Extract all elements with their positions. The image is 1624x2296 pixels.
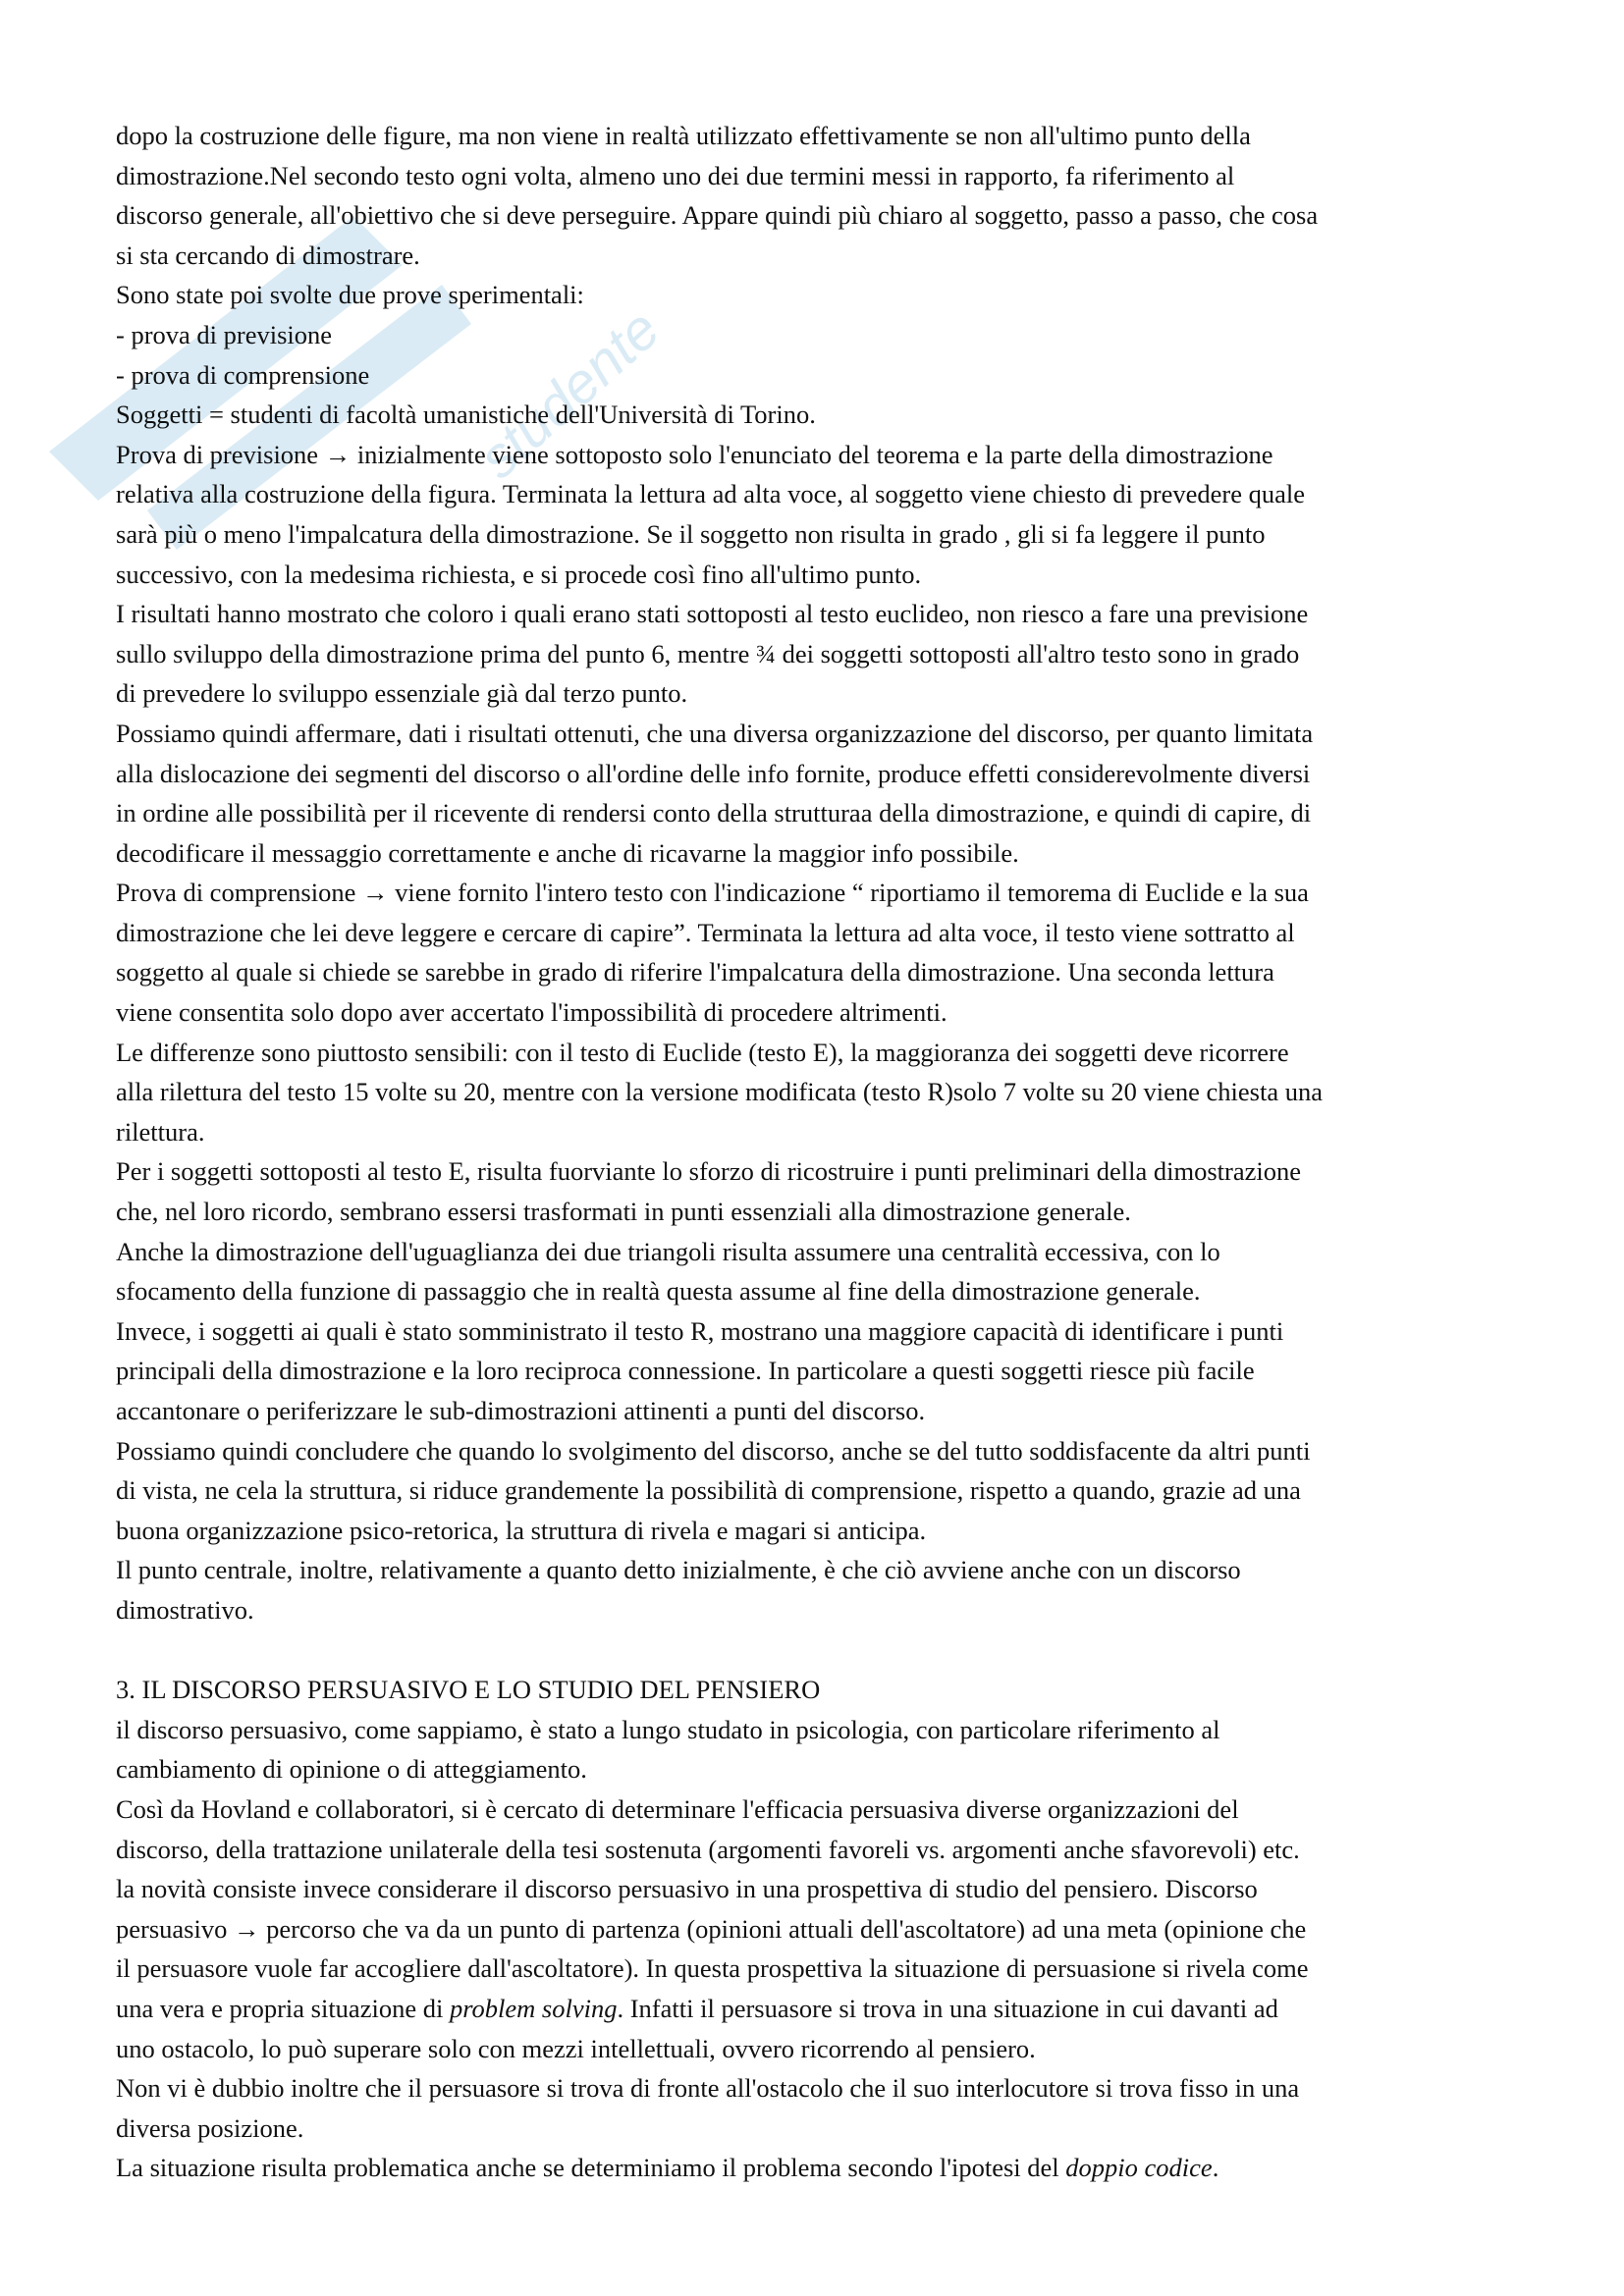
text-line: Anche la dimostrazione dell'uguaglianza dei due triangoli risulta assumere una centralità eccessiva, con lo: [116, 1236, 1220, 1266]
text-line: Così da Hovland e collaboratori, si è cercato di determinare l'efficacia persuasiva diverse organizzazioni del: [116, 1793, 1239, 1824]
italic-term: doppio codice: [1065, 2153, 1213, 2183]
text-line: di vista, ne cela la struttura, si riduce grandemente la possibilità di comprensione, rispetto a quando, grazie ad una: [116, 1475, 1301, 1506]
text-line: buona organizzazione psico-retorica, la struttura di rivela e magari si anticipa.: [116, 1515, 927, 1545]
text-line: successivo, con la medesima richiesta, e si procede così fino all'ultimo punto.: [116, 559, 922, 589]
text-line: dimostrazione.Nel secondo testo ogni volta, almeno uno dei due termini messi in rapporto, fa riferimento al: [116, 160, 1235, 190]
text-line: accantonare o periferizzare le sub-dimostrazioni attinenti a punti del discorso.: [116, 1396, 926, 1425]
text-line: si sta cercando di dimostrare.: [116, 240, 420, 270]
text-line: alla dislocazione dei segmenti del discorso o all'ordine delle info fornite, produce effetti considerevolmente diversi: [116, 758, 1311, 788]
text-line-doppio-codice: [116, 2148, 1530, 2188]
text-line: Per i soggetti sottoposti al testo E, risulta fuorviante lo sforzo di ricostruire i punti preliminari della dimostrazione: [116, 1156, 1301, 1187]
text-line: Non vi è dubbio inoltre che il persuasore si trova di fronte all'ostacolo che il suo interlocutore si trova fisso in una: [116, 2073, 1300, 2104]
paragraph-block: [116, 116, 1530, 1630]
text-line: sfocamento della funzione di passaggio che in realtà questa assume al fine della dimostrazione generale.: [116, 1276, 1201, 1307]
text-line: Sono state poi svolte due prove sperimentali:: [116, 280, 584, 310]
section-title: 3. IL DISCORSO PERSUASIVO E LO STUDIO DEL PENSIERO: [116, 1675, 821, 1705]
text-line: Soggetti = studenti di facoltà umanistiche dell'Università di Torino.: [116, 400, 816, 430]
text-line: discorso, della trattazione unilaterale della tesi sostenuta (argomenti favoreli vs. argomenti anche sfavorevoli) etc.: [116, 1834, 1300, 1864]
section-body: [116, 1710, 1530, 1989]
text-line: di prevedere lo sviluppo essenziale già dal terzo punto.: [116, 678, 688, 709]
text-line: cambiamento di opinione o di atteggiamento.: [116, 1754, 587, 1785]
text-fragment: una vera e propria situazione di: [116, 1993, 450, 2023]
text-line: che, nel loro ricordo, sembrano essersi trasformati in punti essenziali alla dimostrazione generale.: [116, 1197, 1131, 1227]
text-line: rilettura.: [116, 1116, 205, 1147]
italic-term: problem solving: [449, 1993, 618, 2023]
text-line: Possiamo quindi concludere che quando lo svolgimento del discorso, anche se del tutto soddisfacente da altri punti: [116, 1435, 1311, 1466]
text-line: relativa alla costruzione della figura. Terminata la lettura ad alta voce, al soggetto viene chiesto di prevedere quale: [116, 479, 1305, 509]
text-line: decodificare il messaggio correttamente e anche di ricavarne la maggior info possibile.: [116, 837, 1019, 868]
text-fragment: . Infatti il persuasore si trova in una situazione in cui davanti ad: [617, 1993, 1278, 2023]
text-line: dopo la costruzione delle figure, ma non viene in realtà utilizzato effettivamente se non all'ultimo punto della: [116, 121, 1251, 150]
text-line: sullo sviluppo della dimostrazione prima del punto 6, mentre ¾ dei soggetti sottoposti all'altro testo sono in grado: [116, 638, 1300, 668]
text-line: la novità consiste invece considerare il discorso persuasivo in una prospettiva di studio del pensiero. Discorso: [116, 1874, 1258, 1904]
document-body: [116, 116, 1530, 2188]
text-line: il discorso persuasivo, come sappiamo, è stato a lungo studato in psicologia, con particolare riferimento al: [116, 1714, 1220, 1744]
text-line: viene consentita solo dopo aver accertato l'impossibilità di procedere altrimenti.: [116, 997, 947, 1028]
blank-line: [116, 1630, 1530, 1671]
text-fragment: .: [1212, 2153, 1219, 2183]
watermark-text: studente: [466, 296, 673, 491]
text-line: il persuasore vuole far accogliere dall'ascoltatore). In questa prospettiva la situazione di persuasione si rivela come: [116, 1953, 1309, 1984]
section-body-continued: [116, 2029, 1530, 2149]
text-line: dimostrativo.: [116, 1594, 254, 1625]
text-line: - prova di comprensione: [116, 359, 370, 390]
text-line: uno ostacolo, lo può superare solo con mezzi intellettuali, ovvero ricorrendo al pensiero.: [116, 2033, 1036, 2063]
text-line: sarà più o meno l'impalcatura della dimostrazione. Se il soggetto non risulta in grado , gli si fa leggere il punto: [116, 518, 1266, 549]
text-line: principali della dimostrazione e la loro reciproca connessione. In particolare a questi soggetti riesce più facile: [116, 1356, 1255, 1386]
text-line: persuasivo → percorso che va da un punto di partenza (opinioni attuali dell'ascoltatore) ad una meta (opinione che: [116, 1913, 1307, 1944]
text-line: Prova di previsione → inizialmente viene sottoposto solo l'enunciato del teorema e la parte della dimostrazione: [116, 439, 1273, 469]
text-line: discorso generale, all'obiettivo che si deve perseguire. Appare quindi più chiaro al soggetto, passo a passo, che cosa: [116, 200, 1319, 231]
text-line: soggetto al quale si chiede se sarebbe in grado di riferire l'impalcatura della dimostrazione. Una seconda lettura: [116, 957, 1274, 988]
text-line: - prova di previsione: [116, 319, 333, 349]
text-line: Possiamo quindi affermare, dati i risultati ottenuti, che una diversa organizzazione del discorso, per quanto limitata: [116, 718, 1314, 748]
text-line: alla rilettura del testo 15 volte su 20, mentre con la versione modificata (testo R)solo 7 volte su 20 viene chiesta una: [116, 1077, 1323, 1107]
text-line: Prova di comprensione → viene fornito l'intero testo con l'indicazione “ riportiamo il temorema di Euclide e la sua: [116, 878, 1309, 908]
text-line: Invece, i soggetti ai quali è stato somministrato il testo R, mostrano una maggiore capacità di identificare i punti: [116, 1315, 1284, 1346]
text-line: Le differenze sono piuttosto sensibili: con il testo di Euclide (testo E), la maggioranza dei soggetti deve ricorrere: [116, 1037, 1289, 1067]
text-fragment: La situazione risulta problematica anche se determiniamo il problema secondo l'ipotesi del: [116, 2153, 1066, 2183]
text-line-problem-solving: [116, 1989, 1530, 2029]
text-line: Il punto centrale, inoltre, relativamente a quanto detto inizialmente, è che ciò avviene anche con un discorso: [116, 1555, 1241, 1585]
text-line: dimostrazione che lei deve leggere e cercare di capire”. Terminata la lettura ad alta voce, il testo viene sottratto al: [116, 917, 1295, 947]
text-line: in ordine alle possibilità per il ricevente di rendersi conto della strutturaa della dimostrazione, e quindi di capire, di: [116, 798, 1312, 828]
text-line: I risultati hanno mostrato che coloro i quali erano stati sottoposti al testo euclideo, non riesco a fare una previsione: [116, 599, 1309, 629]
text-line: diversa posizione.: [116, 2112, 304, 2143]
